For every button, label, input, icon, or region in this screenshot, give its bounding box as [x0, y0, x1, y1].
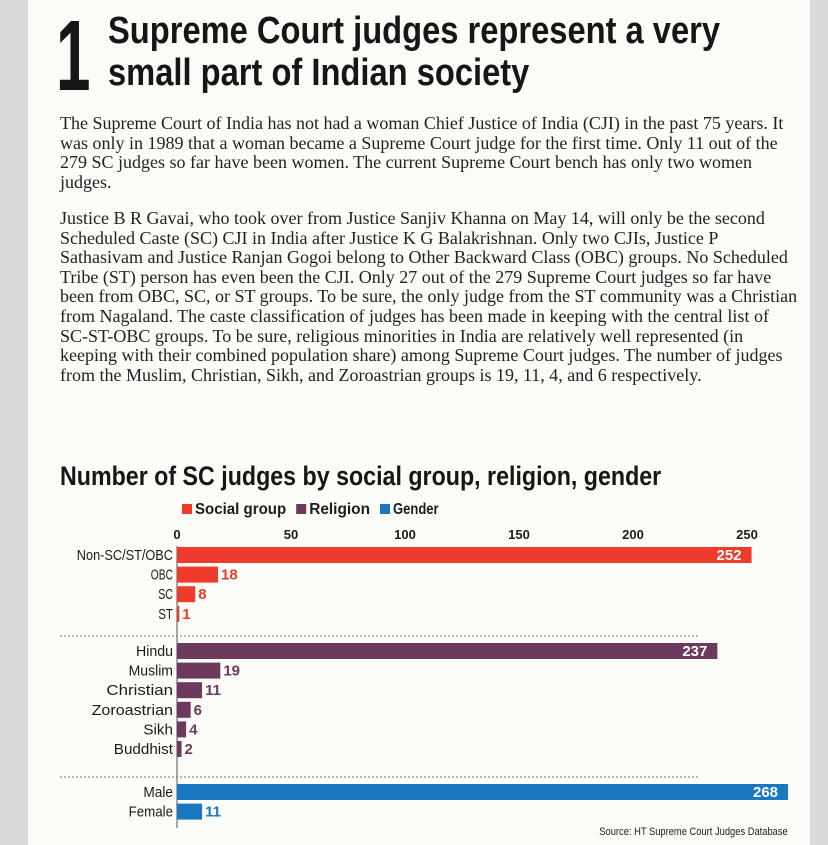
category-label: SC [158, 586, 174, 604]
category-label: Muslim [128, 662, 173, 680]
data-label: 1 [182, 605, 191, 623]
data-label: 237 [682, 643, 708, 660]
x-tick-label: 150 [508, 527, 530, 542]
x-tick-label: 200 [622, 527, 644, 542]
headline-line-1: Supreme Court judges represent a very [108, 10, 721, 52]
legend-label: Social group [195, 501, 287, 518]
legend-swatch [380, 504, 390, 514]
bar [177, 663, 220, 679]
legend-label: Religion [309, 501, 370, 518]
category-label: Sikh [143, 721, 173, 739]
category-label: Female [128, 803, 173, 821]
category-label: Zoroastrian [91, 701, 173, 719]
paragraph-text: Justice B R Gavai, who took over from Justice Sanjiv Khanna on May 14, will only be the second Scheduled Caste (SC) CJI in India after Justice K G Balakrishnan. Only two CJIs, Justice P Sathasivam and Justice Ranjan Gogoi belong to Other Backward Class (OBC) groups. No Scheduled Tribe (ST) person has even been the CJI. Only 27 out of the 279 Supreme Court judges so far have been from OBC, SC, or ST groups. To be sure, the only judge from the ST community was a Christian from Nagaland. The caste classification of judges has been made in keeping with the central list of SC-ST-OBC groups. To be sure, religious minorities in India are relatively well represented (in keeping with their combined population share) among Supreme Court judges. The number of judges from the Muslim, Christian, Sikh, and Zoroastrian groups is 19, 11, 4, and 6 respectively. [60, 208, 798, 385]
category-label: OBC [150, 566, 174, 584]
x-tick-label: 0 [173, 527, 181, 542]
chart-title: Number of SC judges by social group, religion, gender [60, 461, 662, 491]
bar [177, 741, 182, 757]
paragraph-text: The Supreme Court of India has not had a woman Chief Justice of India (CJI) in the past 75 years. It was only in 1989 that a woman became a Supreme Court judge for the first time. Only 11 out of the 279 SC judges so far have been women. The current Supreme Court bench has only two women judges. [60, 113, 784, 192]
bar [177, 586, 195, 602]
legend-swatch [296, 504, 306, 514]
legend-swatch [182, 504, 192, 514]
bar [177, 547, 752, 563]
bar [177, 567, 218, 583]
data-label: 252 [716, 547, 742, 564]
section-number: 1 [56, 0, 89, 112]
data-label: 8 [198, 586, 207, 604]
bar [177, 784, 788, 800]
data-label: 11 [205, 803, 221, 821]
category-label: Buddhist [113, 741, 174, 758]
bar [177, 643, 717, 659]
data-label: 268 [753, 784, 779, 801]
x-tick-label: 100 [394, 527, 416, 542]
data-label: 2 [184, 741, 193, 758]
bar [177, 682, 202, 698]
headline-line-2: small part of Indian society [108, 52, 530, 94]
bar [177, 804, 202, 820]
x-tick-label: 250 [736, 527, 758, 542]
data-label: 18 [221, 566, 238, 584]
data-label: 6 [193, 701, 203, 719]
category-label: Male [143, 784, 173, 801]
x-tick-label: 50 [283, 527, 299, 542]
data-label: 19 [223, 662, 241, 680]
category-label: Christian [106, 682, 173, 700]
category-label: Hindu [136, 643, 173, 660]
bar [177, 606, 179, 622]
legend-label: Gender [393, 501, 439, 518]
chart-source: Source: HT Supreme Court Judges Database [599, 826, 788, 838]
bar [177, 721, 186, 737]
data-label: 11 [205, 682, 221, 700]
data-label: 4 [189, 721, 198, 739]
bar [177, 702, 191, 718]
category-label: Non-SC/ST/OBC [76, 547, 174, 564]
category-label: ST [158, 605, 173, 623]
